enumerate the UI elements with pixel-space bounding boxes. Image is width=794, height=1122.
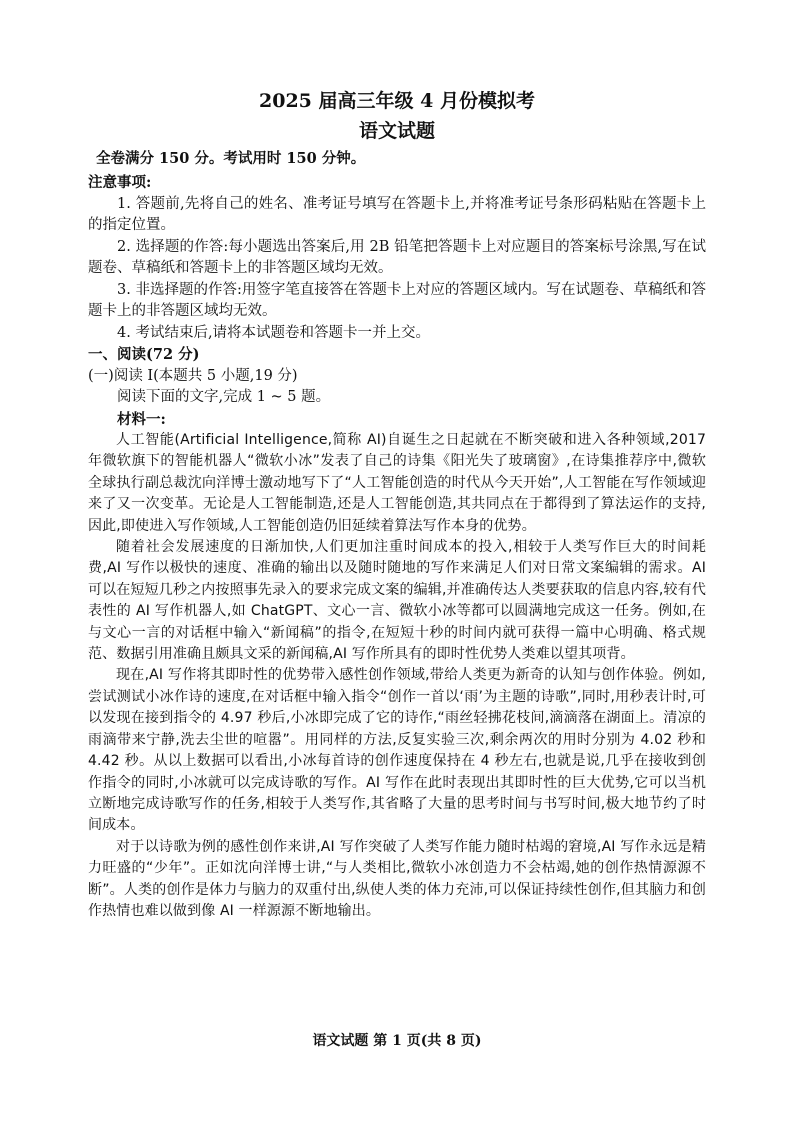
notice-block bbox=[88, 172, 706, 344]
exam-title: 2025 届高三年级 4 月份模拟考 bbox=[259, 90, 535, 112]
notice-heading: 注意事项: bbox=[88, 174, 152, 191]
exam-subtitle: 语文试题 bbox=[358, 120, 435, 142]
reading-section bbox=[88, 344, 706, 922]
score-time-line: 全卷满分 150 分。考试用时 150 分钟。 bbox=[96, 150, 366, 167]
section-heading: 一、阅读(72 分) bbox=[88, 346, 200, 363]
notice-item-3: 3. 非选择题的作答:用签字笔直接答在答题卡上对应的答题区域内。写在试题卷、草稿纸和答题卡上的非答题区域均无效。 bbox=[88, 281, 706, 319]
page-footer: 语文试题 第 1 页(共 8 页) bbox=[312, 1033, 482, 1049]
notice-item-2: 2. 选择题的作答:每小题选出答案后,用 2B 铅笔把答题卡上对应题目的答案标号涂黑,写在试题卷、草稿纸和答题卡上的非答题区域均无效。 bbox=[88, 238, 706, 276]
material-label: 材料一: bbox=[117, 410, 166, 428]
material-paragraph-3: 现在,AI 写作将其即时性的优势带入感性创作领域,带给人类更为新奇的认知与创作体验。例如,尝试测试小冰作诗的速度,在对话框中输入指令“创作一首以‘雨’为主题的诗歌”,同时,用秒表计时,可以发现在接到指令的 4.97 秒后,小冰即完成了它的诗作,“雨丝轻拂花枝间,滴滴落在湖面上。清凉的雨滴带来宁静,洗去尘世的喧嚣”。用同样的方法,反复实验三次,剩余两次的用时分别为 4.02 秒和 4.42 秒。从以上数据可以看出,小冰每首诗的创作速度保持在 4 秒左右,也就是说,几乎在接收到创作指令的同时,小冰就可以完成诗歌的写作。AI 写作在此时表现出其即时性的巨大优势,它可以当机立断地完成诗歌写作的任务,相较于人类写作,其省略了大量的思考时间与书写时间,极大地节约了时间成本。 bbox=[88, 667, 706, 834]
part-heading: (一)阅读 I(本题共 5 小题,19 分) bbox=[88, 367, 298, 384]
material-paragraph-4: 对于以诗歌为例的感性创作来讲,AI 写作突破了人类写作能力随时枯竭的窘境,AI 写作永远是精力旺盛的“少年”。正如沈向洋博士讲,“与人类相比,微软小冰创造力不会枯竭,她的创作热情源源不断”。人类的创作是体力与脑力的双重付出,纵使人类的体力充沛,可以保证持续性创作,但其脑力和创作热情也难以做到像 AI 一样源源不断地输出。 bbox=[88, 838, 706, 919]
notice-item-1: 1. 答题前,先将自己的姓名、准考证号填写在答题卡上,并将准考证号条形码粘贴在答题卡上的指定位置。 bbox=[88, 195, 706, 233]
material-paragraph-2: 随着社会发展速度的日渐加快,人们更加注重时间成本的投入,相较于人类写作巨大的时间耗费,AI 写作以极快的速度、准确的输出以及随时随地的写作来满足人们对日常文案编辑的需求。AI 可以在短短几秒之内按照事先录入的要求完成文案的编辑,并准确传达人类要获取的信息内容,较有代表性的 AI 写作机器人,如 ChatGPT、文心一言、微软小冰等都可以圆满地完成这一任务。例如,在与文心一言的对话框中输入“新闻稿”的指令,在短短十秒的时间内就可获得一篇中心明确、格式规范、数据引用准确且颇具文采的新闻稿,AI 写作所具有的即时性优势人类难以望其项背。 bbox=[88, 539, 706, 663]
reading-instruction: 阅读下面的文字,完成 1 ~ 5 题。 bbox=[117, 389, 331, 405]
material-paragraph-1: 人工智能(Artificial Intelligence,简称 AI)自诞生之日起就在不断突破和进入各种领域,2017 年微软旗下的智能机器人“微软小冰”发表了自己的诗集《阳光失了玻璃窗》,在诗集推荐序中,微软全球执行副总裁沈向洋博士激动地写下了“人工智能创造的时代从今天开始”,人工智能在写作领域迎来了又一次变革。无论是人工智能制造,还是人工智能创造,其共同点在于都得到了算法运作的支持,因此,即使进入写作领域,人工智能创造仍旧延续着算法写作本身的优势。 bbox=[88, 432, 706, 534]
notice-item-4: 4. 考试结束后,请将本试题卷和答题卡一并上交。 bbox=[117, 324, 431, 341]
